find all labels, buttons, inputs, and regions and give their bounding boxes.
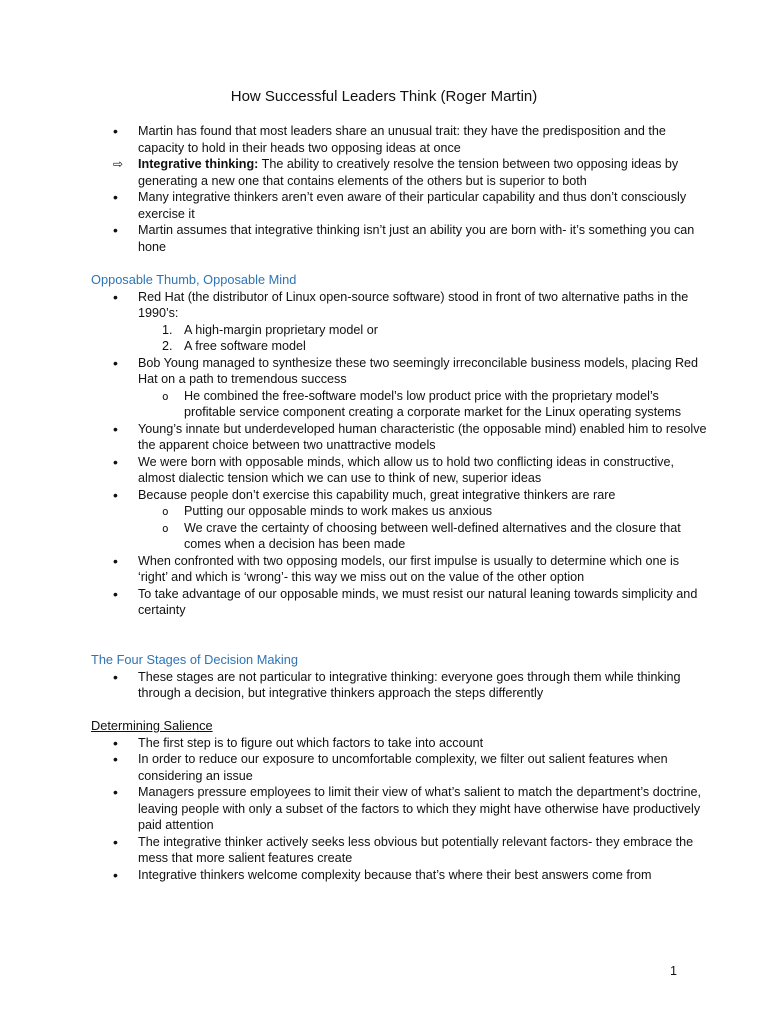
sublist-item <box>138 503 708 520</box>
numbered-sublist <box>138 322 708 355</box>
sublist-item <box>138 388 708 421</box>
list-item-text: The integrative thinker actively seeks less obvious but potentially relevant factors- they embrace the mess that more salient features create <box>138 834 694 865</box>
list-item-text: The ability to creatively resolve the tension between two opposing ideas by generating a new one that contains elements of the others but is superior to both <box>138 157 679 188</box>
list-item-text: Integrative thinkers welcome complexity because that’s where their best answers come from <box>138 867 652 882</box>
sublist <box>138 388 708 421</box>
list-item-text: Martin assumes that integrative thinking isn’t just an ability you are born with- it’s something you can hone <box>138 223 695 254</box>
bullet-icon <box>113 487 129 505</box>
four-stages-section <box>91 652 708 702</box>
subsection-heading: Determining Salience <box>91 718 213 733</box>
list-item <box>91 421 708 454</box>
list-item-text: The first step is to figure out which factors to take into account <box>138 735 484 750</box>
section-list <box>91 289 708 619</box>
list-item <box>91 586 708 619</box>
intro-list <box>91 123 708 255</box>
list-item <box>91 867 708 884</box>
bullet-icon <box>113 189 129 207</box>
document-title: How Successful Leaders Think (Roger Martin) <box>230 88 538 105</box>
sublist-item-text: Putting our opposable minds to work makes us anxious <box>184 504 493 518</box>
bullet-icon <box>113 867 129 885</box>
bullet-icon <box>113 586 129 604</box>
list-item <box>91 784 708 834</box>
list-item-text: Martin has found that most leaders share an unusual trait: they have the predisposition and the capacity to hold in their heads two opposing ideas at once <box>138 124 666 155</box>
sublist-item <box>138 520 708 553</box>
determining-salience-section <box>91 718 708 883</box>
intro-section <box>91 123 708 255</box>
circle-bullet-icon <box>162 503 169 521</box>
list-item-text: Because people don’t exercise this capability much, great integrative thinkers are rare <box>138 487 616 502</box>
list-item <box>91 553 708 586</box>
circle-bullet-icon <box>162 388 169 406</box>
list-item-text: Bob Young managed to synthesize these two seemingly irreconcilable business models, placing Red Hat on a path to tremendous success <box>138 355 699 386</box>
list-item <box>91 355 708 421</box>
list-item-text: In order to reduce our exposure to uncomfortable complexity, we filter out salient features when considering an issue <box>138 752 668 783</box>
list-item <box>91 454 708 487</box>
bullet-icon <box>113 735 129 753</box>
bullet-icon <box>113 784 129 802</box>
bullet-icon <box>113 355 129 373</box>
bullet-icon <box>113 123 129 141</box>
bullet-icon <box>113 289 129 307</box>
list-item <box>91 289 708 355</box>
sublist-item <box>138 338 708 355</box>
arrow-icon <box>113 156 129 173</box>
section-list <box>91 669 708 702</box>
bullet-icon <box>113 751 129 769</box>
list-item <box>91 222 708 255</box>
bullet-icon <box>113 669 129 687</box>
bullet-icon <box>113 553 129 571</box>
list-item-text: Young’s innate but underdeveloped human characteristic (the opposable mind) enabled him to resolve the apparent choice between two unattractive models <box>138 421 707 452</box>
opposable-mind-section <box>91 272 708 619</box>
sublist-item <box>138 322 708 339</box>
bullet-icon <box>113 454 129 472</box>
list-number: 1. <box>162 322 173 337</box>
list-item <box>91 834 708 867</box>
sublist-item-text: A free software model <box>184 339 306 353</box>
sublist-item-text: A high-margin proprietary model or <box>184 322 378 337</box>
list-item-text: Many integrative thinkers aren’t even aware of their particular capability and thus don’t consciously exercise it <box>138 190 687 221</box>
section-heading: The Four Stages of Decision Making <box>91 652 298 667</box>
circle-bullet-icon <box>162 520 169 538</box>
list-item <box>91 669 708 702</box>
sublist <box>138 503 708 553</box>
list-item-text: Managers pressure employees to limit their view of what’s salient to match the department’s doctrine, leaving people with only a subset of the factors to which they might have otherwise have productively paid attention <box>138 785 702 832</box>
page-number: 1 <box>669 964 677 978</box>
list-item <box>91 156 708 189</box>
bullet-icon <box>113 834 129 852</box>
list-item-text: To take advantage of our opposable minds, we must resist our natural leaning towards simplicity and certainty <box>138 586 698 617</box>
list-item <box>91 189 708 222</box>
list-item-text: We were born with opposable minds, which allow us to hold two conflicting ideas in constructive, almost dialectic tension which we can use to think of new, superior ideas <box>138 454 674 485</box>
section-heading: Opposable Thumb, Opposable Mind <box>91 272 297 287</box>
list-item <box>91 735 708 752</box>
sublist-item-text: We crave the certainty of choosing between well-defined alternatives and the closure that comes when a decision has been made <box>184 520 681 551</box>
bullet-icon <box>113 421 129 439</box>
list-item-text: When confronted with two opposing models, our first impulse is usually to determine which one is ‘right’ and which is ‘wrong’- this way we miss out on the value of the other option <box>138 553 680 584</box>
section-list <box>91 735 708 884</box>
list-number: 2. <box>162 339 173 353</box>
list-item <box>91 123 708 156</box>
list-item <box>91 751 708 784</box>
sublist-item-text: He combined the free-software model’s low product price with the proprietary model’s profitable service component creating a corporate market for the Linux operating systems <box>184 388 682 419</box>
list-item-text: Red Hat (the distributor of Linux open-source software) stood in front of two alternative paths in the 1990’s: <box>138 289 689 320</box>
list-item-text: These stages are not particular to integrative thinking: everyone goes through them while thinking through a decision, but integrative thinkers approach the steps differently <box>138 669 681 700</box>
bullet-icon <box>113 222 129 240</box>
term-label: Integrative thinking: <box>138 157 259 171</box>
list-item <box>91 487 708 553</box>
